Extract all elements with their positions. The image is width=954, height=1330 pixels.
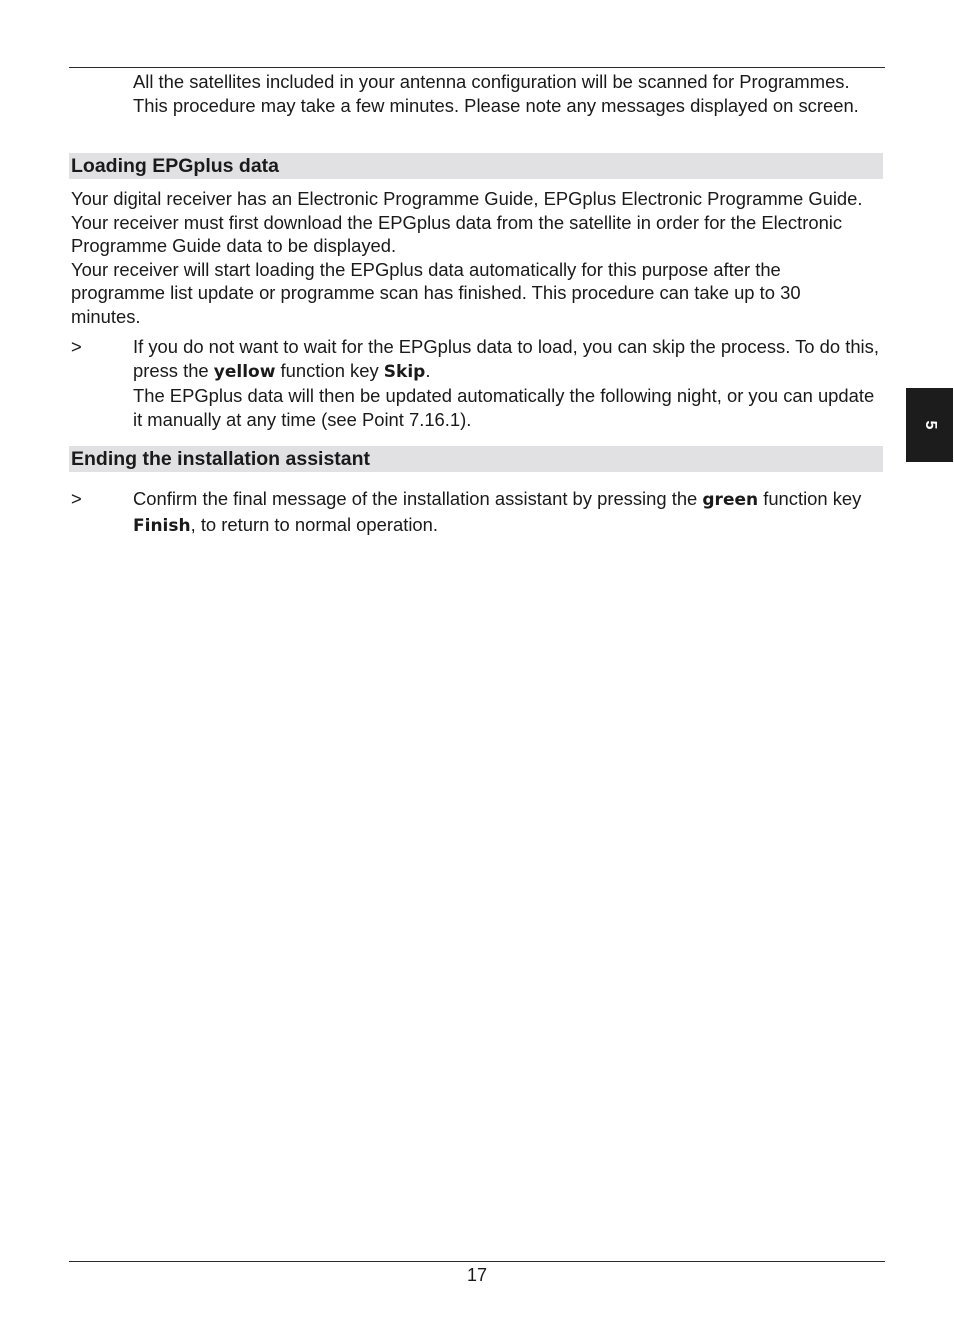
finish-instruction-body xyxy=(133,487,885,538)
yellow-key-label: yellow xyxy=(213,361,276,382)
skip-text-c: . xyxy=(425,359,431,381)
page-number: 17 xyxy=(466,1265,488,1285)
epgplus-paragraph-1: Your digital receiver has an Electronic Programme Guide, EPGplus Electronic Programme Guide. Your receiver must first download the EPGplus data from the satellite in order for the Electronic Programme Guide data to be displayed. xyxy=(71,188,863,256)
finish-text-b: function key xyxy=(758,488,862,509)
section-heading-text: Loading EPGplus data xyxy=(71,155,280,177)
finish-text-a: Confirm the final message of the installation assistant by pressing the xyxy=(133,488,703,509)
section-heading-text: Ending the installation assistant xyxy=(71,448,371,470)
skip-text-a: If you do not want to wait for the EPGplus data to load, you can skip the process. To do this, press the xyxy=(133,336,879,381)
bullet-marker: > xyxy=(71,488,82,509)
bottom-rule xyxy=(69,1261,885,1262)
skip-text-b: function key xyxy=(275,359,384,381)
finish-instruction-line xyxy=(133,487,885,538)
finish-text-c: , to return to normal operation. xyxy=(190,513,438,535)
finish-key-label: Finish xyxy=(133,515,191,536)
intro-text: All the satellites included in your antenna configuration will be scanned for Programmes. This procedure may take a few minutes. Please note any messages displayed on screen. xyxy=(133,71,859,116)
skip-followup: The EPGplus data will then be updated automatically the following night, or you can update it manually at any time (see Point 7.16.1). xyxy=(133,385,875,430)
bullet-marker: > xyxy=(71,336,82,357)
skip-key-label: Skip xyxy=(383,361,426,382)
skip-instruction-body xyxy=(133,335,885,431)
chapter-tab xyxy=(906,388,953,462)
section-heading-loading-epgplus xyxy=(69,153,883,179)
top-rule xyxy=(69,67,885,68)
epgplus-paragraph-2: Your receiver will start loading the EPGplus data automatically for this purpose after the programme list update or programme scan has finished. This procedure can take up to 30 minutes. xyxy=(71,258,801,327)
epgplus-description xyxy=(71,187,883,328)
section-heading-ending-assistant xyxy=(69,446,883,472)
intro-paragraph xyxy=(133,70,883,117)
green-key-label: green xyxy=(702,490,759,510)
chapter-tab-label: 5 xyxy=(921,420,939,430)
skip-instruction-line xyxy=(133,335,885,384)
